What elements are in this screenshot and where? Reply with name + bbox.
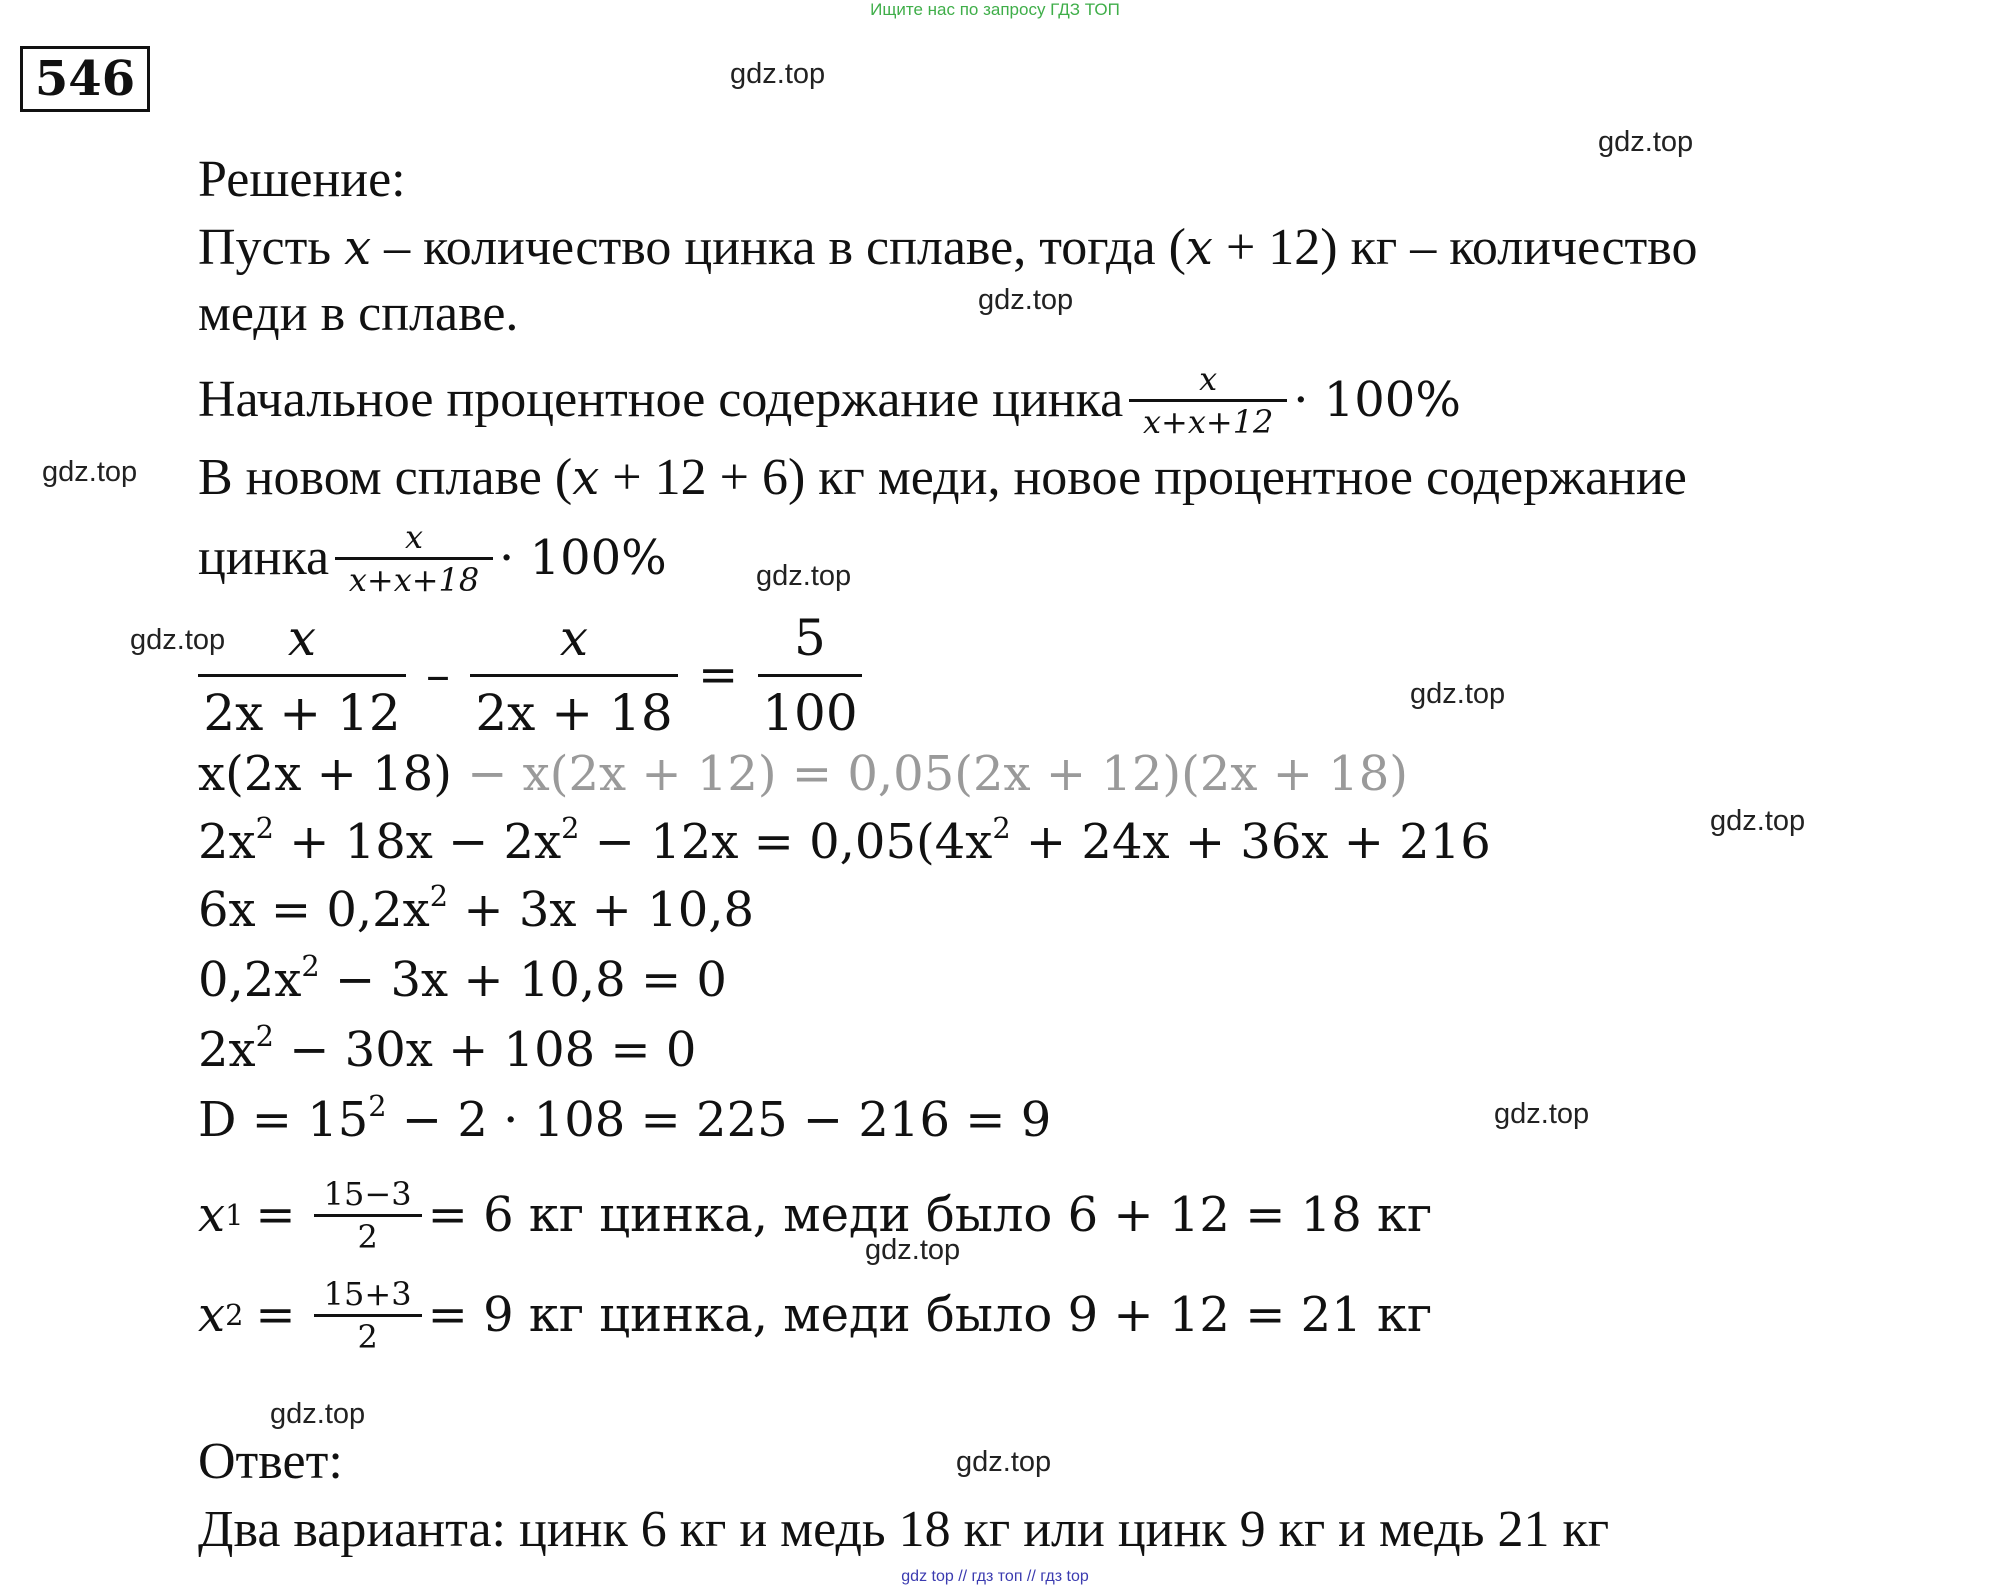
watermark: gdz.top (1598, 126, 1694, 158)
fraction: $\frac{x}{x+x+18}$ (335, 517, 493, 600)
watermark: gdz.top (1710, 805, 1806, 837)
watermark: gdz.top (730, 58, 826, 90)
problem-number: 546 (20, 46, 150, 112)
fraction: $\frac{15+3}{2}$ (314, 1274, 422, 1357)
root-x1: x 1 = $\frac{15-3}{2}$ = 6 кг цинка, меди было 6 + 12 = 18 кг (198, 1174, 1433, 1256)
answer-heading: Ответ: (198, 1433, 343, 1490)
watermark: gdz.top (756, 560, 852, 592)
watermark: gdz.top (130, 624, 226, 656)
fraction: $\frac{x}{2x + 12}$ (198, 602, 406, 749)
equation: $6x = 0,2x^2 + 3x + 10,8$ (198, 878, 755, 938)
solution-heading: Решение: (198, 151, 406, 208)
text-line: меди в сплаве. (198, 285, 519, 342)
text-line: В новом сплаве (x + 12 + 6) кг меди, новое процентное содержание (198, 449, 1687, 506)
watermark: gdz.top (270, 1398, 366, 1430)
equation: $0,2x^2 - 3x + 10,8 = 0$ (198, 948, 727, 1008)
equation: x(2x + 18) − x(2x + 12) = 0,05(2x + 12)(2x + 18) (198, 746, 1408, 802)
root-x2: x 2 = $\frac{15+3}{2}$ = 9 кг цинка, меди было 9 + 12 = 21 кг (198, 1274, 1433, 1356)
fraction: $\frac{x}{2x + 18}$ (470, 602, 678, 749)
watermark: gdz.top (978, 284, 1074, 316)
watermark: gdz.top (1410, 678, 1506, 710)
equation: $\frac{x}{2x + 12}$ – $\frac{x}{2x + 18}$ = $\frac{5}{100}$ (198, 600, 868, 750)
watermark: gdz.top (956, 1446, 1052, 1478)
fraction: $\frac{5}{100}$ (758, 602, 861, 749)
answer-text: Два варианта: цинк 6 кг и медь 18 кг или цинк 9 кг и медь 21 кг (198, 1501, 1610, 1558)
text-line: Пусть x – количество цинка в сплаве, тогда (x + 12) кг – количество (198, 219, 1698, 276)
watermark: gdz.top (42, 456, 138, 488)
text-line: цинка $\frac{x}{x+x+18}$ · 100% (198, 517, 667, 599)
equation: $D = 15^2 - 2 \cdot 108 = 225 - 216 = 9$ (198, 1088, 1052, 1148)
fraction: $\frac{15-3}{2}$ (314, 1174, 422, 1257)
text-line: Начальное процентное содержание цинка $\frac{x}{x+x+12}$ · 100% (198, 359, 1461, 441)
equation: $2x^2 + 18x - 2x^2 - 12x = 0,05(4x^2 + 24x + 36x + 216$ (198, 810, 1491, 870)
watermark: gdz.top (865, 1234, 961, 1266)
equation: $2x^2 - 30x + 108 = 0$ (198, 1018, 697, 1078)
watermark: gdz.top (1494, 1098, 1590, 1130)
fraction: $\frac{x}{x+x+12}$ (1129, 359, 1287, 442)
top-banner: Ищите нас по запросу ГДЗ ТОП (870, 0, 1120, 19)
bottom-banner: gdz top // гдз топ // гдз top (901, 1568, 1089, 1585)
